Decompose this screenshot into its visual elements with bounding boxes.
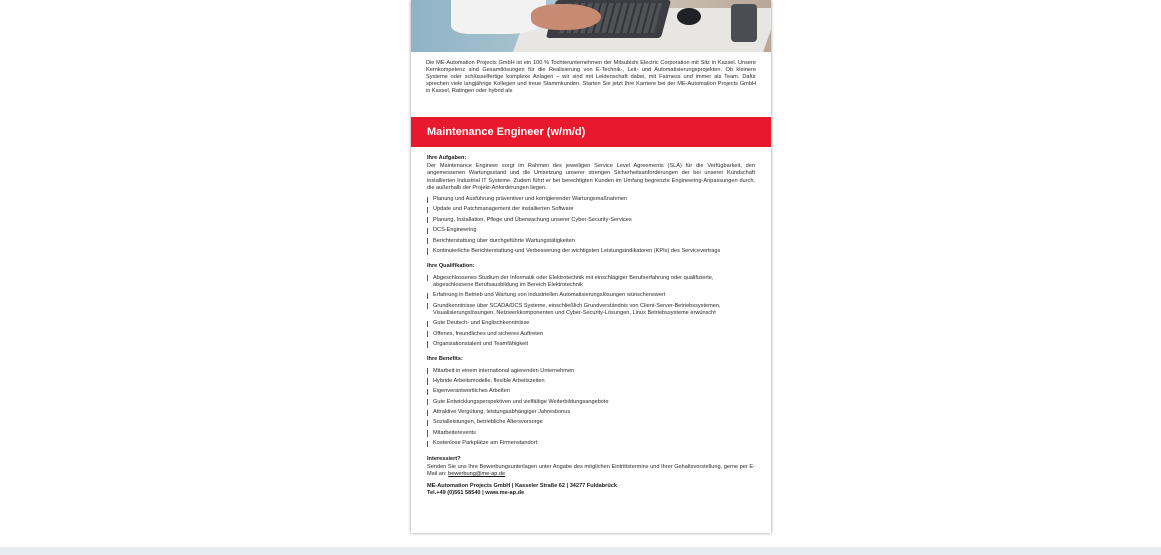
list-item: Planung und Ausführung präventiver und korrigierender Wartungsmaßnahmen (427, 196, 755, 203)
list-item: Hybride Arbeitsmodelle, flexible Arbeitszeiten (427, 378, 755, 385)
job-description (427, 155, 755, 498)
list-item: Erfahrung in Betrieb und Wartung von industriellen Automatisierungslösungen wünschenswert (427, 292, 755, 299)
list-item: DCS-Engineering (427, 227, 755, 234)
tasks-heading: Ihre Aufgaben: (427, 155, 467, 161)
list-item: Organisationstalent und Teamfähigkeit (427, 341, 755, 348)
tasks-list (427, 196, 755, 255)
contact-heading: Interessiert? (427, 455, 461, 462)
list-item: Kostenlose Parkplätze am Firmenstandort (427, 440, 755, 447)
list-item: Eigenverantwortliches Arbeiten (427, 388, 755, 395)
contact-text: Senden Sie uns Ihre Bewerbungsunterlagen unter Angabe des möglichen Eintrittstermins und Ihrer Gehaltsvorstellung, gerne per E-Mail an: bewerbung@me-ap.de (427, 463, 755, 478)
qualifications-heading: Ihre Qualifikation: (427, 263, 475, 270)
viewer-background-band (0, 547, 1161, 555)
list-item: Gute Deutsch- und Englischkenntnisse (427, 320, 755, 327)
benefits-list (427, 368, 755, 448)
office-photo (411, 0, 771, 52)
tasks-text: Der Maintenance Engineer sorgt im Rahmen des jeweiligen Service Level Agreements (SLA) für die Verfügbarkeit, den angemessenen Wartungsstand und die Umsetzung unserer strengen Sicherheitsanforderungen der bei unserer Kundschaft installierten Industrial IT Systeme. Zudem führt er bei berechtigten Kunden im Umfang begrenzte Engineering-Anpassungen durch, die außerhalb der Projekt-Anforderungen liegen. (427, 163, 755, 191)
qualifications-list (427, 275, 755, 349)
company-address: ME-Automation Projects GmbH | Kasseler Straße 62 | 34277 Fuldabrück (427, 483, 617, 490)
list-item: Update und Patchmanagement der installierten Software (427, 206, 755, 213)
list-item: Abgeschlossenes Studium der Informatik oder Elektrotechnik mit einschlägiger Berufserfahrung oder qualifizierte, abgeschlossene Berufsausbildung im Bereich Elektrotechnik (427, 275, 755, 289)
list-item: Berichterstattung über durchgeführte Wartungstätigkeiten (427, 238, 755, 245)
job-title-banner (411, 117, 771, 147)
list-item: Mitarbeiterevents (427, 430, 755, 437)
list-item: Offenes, freundliches und sicheres Auftreten (427, 331, 755, 338)
list-item: Gute Entwicklungsperspektiven und vielfältige Weiterbildungsangebote (427, 399, 755, 406)
job-title: Maintenance Engineer (w/m/d) (427, 126, 586, 138)
list-item: Attraktive Vergütung, leistungsabhängiger Jahresbonus (427, 409, 755, 416)
benefits-heading: Ihre Benefits: (427, 356, 463, 363)
company-contact: Tel.+49 (0)561 58540 | www.me-ap.de (427, 490, 525, 497)
list-item: Planung, Installation, Pflege und Überwachung unserer Cyber-Security-Services (427, 217, 755, 224)
list-item: Sozialleistungen, betriebliche Altersvorsorge (427, 419, 755, 426)
list-item: Mitarbeit in einem international agierenden Unternehmen (427, 368, 755, 375)
company-intro: Die ME-Automation Projects GmbH ist ein 100 % Tochterunternehmen der Mitsubishi Electric Corporation mit Sitz in Kassel. Unsere Kernkompetenz sind Gesamtlösungen für die Realisierung von E-Technik-, Leit- und Automatisierungsprojekten. Ob kleinere Systeme oder schlüsselfertige komplexe Anlagen – wir sind mit Leidenschaft dabei, mit Fairness und immer als Team. Dafür sprechen viele langjährige Kollegen und treue Stammkunden. Starten Sie jetzt Ihre Karriere bei der ME-Automation Projects GmbH in Kassel, Ratingen oder hybrid als (426, 60, 756, 95)
list-item: Grundkenntnisse über SCADA/DCS Systeme, einschließlich Grundverständnis von Client-Server-Betriebssystemen, Visualisierungslösungen, Netzwerkkomponenten und Cyber-Security-Lösungen, Linux Betriebssysteme erwünscht (427, 303, 755, 317)
job-ad-document (411, 0, 771, 533)
list-item: Kontinuierliche Berichterstattung und Verbesserung der wichtigsten Leistungsindikatoren (KPIs) des Servicevertrags (427, 248, 755, 255)
email-link[interactable]: bewerbung@me-ap.de (448, 471, 506, 478)
